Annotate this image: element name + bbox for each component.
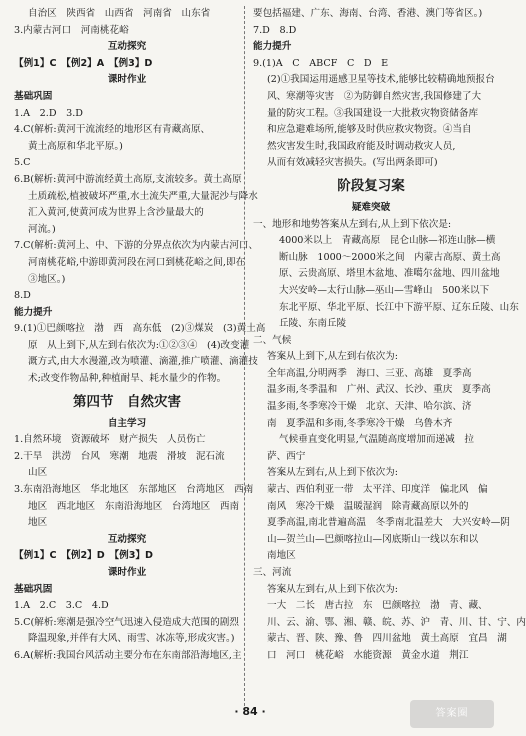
answer-line: 和应急避难场所,能够及时供应救灾物资。④当自 (267, 124, 472, 136)
answer-line: 地区 西北地区 东南沿海地区 台湾地区 西南 (28, 500, 240, 512)
answer-line: 全年高温,分明两季 海口、三亚、高雄 夏季高 (267, 367, 472, 379)
answer-line: 土质疏松,植被破坏严重,水土流失严重,大量泥沙与降水 (28, 190, 258, 202)
answer-line: 河南桃花峪,中游即黄河段在河口到桃花峪之间,即在 (28, 256, 246, 268)
answer-line: 量的防灾工程。③我国建设一大批救灾物资储备库 (267, 107, 479, 119)
answer-line: 降温现象,并伴有大风、雨雪、冰冻等,形成灾害。) (28, 633, 235, 645)
answer-line: 1.A 2.C 3.C 4.D (14, 600, 109, 612)
answer-line: 5.C (14, 157, 31, 169)
subheading-keshi: 课时作业 (107, 567, 147, 578)
subheading-jichu: 基础巩固 (14, 90, 53, 102)
answer-line: 3.东南沿海地区 华北地区 东部地区 台湾地区 西南 (14, 484, 254, 496)
answer-line: 4000米以上 青藏高原 昆仑山脉—祁连山脉—横 (279, 235, 496, 247)
watermark-logo: 答案圈 (410, 700, 494, 728)
answer-line: 4.C(解析:黄河干流流经的地形区有青藏高原、 (14, 124, 211, 136)
answer-line: 从而有效减轻灾害损失。(写出两条即可) (267, 157, 438, 169)
answer-line: 河流。) (28, 223, 56, 235)
answer-line: 6.B(解析:黄河中游流经黄土高原,支流较多。黄土高原 (14, 173, 242, 185)
section-title: 阶段复习案 (337, 177, 405, 194)
answer-line: 山—贺兰山—巴颜喀拉山—冈底斯山一线以东和以 (267, 533, 479, 545)
answer-line: 川、云、渝、鄂、湘、赣、皖、苏、沪 青、川、甘、宁、内 (267, 616, 526, 628)
answer-line: 风、寒潮等灾害 ②为防御自然灾害,我国修建了大 (267, 90, 482, 102)
answer-line: 一、地形和地势答案从左到右,从上到下依次是: (253, 218, 452, 230)
answer-line: 蒙古、晋、陕、豫、鲁 四川盆地 黄土高原 宜昌 湖 (267, 633, 507, 645)
answer-line: 断山脉 1000～2000米之间 内蒙古高原、黄土高 (279, 251, 501, 263)
answer-line: 东北平原、华北平原、长江中下游平原、辽东丘陵、山东 (279, 301, 519, 313)
answer-line: 地区 (28, 517, 48, 529)
page-number: · 84 · (234, 705, 266, 718)
answer-line: (2)①我国运用遥感卫星等技术,能够比较精确地预报台 (267, 74, 495, 86)
subheading-hudong: 互动探究 (107, 41, 147, 53)
answer-line: 要包括福建、广东、海南、台湾、香港、澳门等省区。) (253, 8, 483, 19)
answer-line: 原、云贵高原、塔里木盆地、准噶尔盆地、四川盆地 (279, 268, 500, 280)
answer-line: 术;改变作物品种,种植耐旱、耗水量少的作物。 (28, 373, 227, 385)
subheading-nengli: 能力提升 (253, 41, 292, 53)
answer-line: 萨、西宁 (267, 450, 306, 462)
answer-line: 1.A 2.D 3.D (14, 107, 83, 119)
answer-line: 口 河口 桃花峪 水能资源 黄金水道 荆江 (267, 649, 469, 661)
answer-line: 1.自然环境 资源破坏 财产损失 人员伤亡 (14, 434, 206, 446)
answer-line: 9.(1)①巴颜喀拉 渤 西 高东低 (2)③煤炭 (3)黄土高 (14, 323, 266, 335)
answer-line: 9.(1)A C ABCF C D E (253, 57, 389, 69)
subheading-keshi: 课时作业 (107, 74, 147, 86)
answer-line: 7.D 8.D (253, 24, 297, 36)
answer-line: ③地区。) (28, 273, 66, 285)
answer-line: 山区 (28, 467, 48, 479)
answer-line: 南地区 (267, 550, 296, 562)
answer-line: 8.D (14, 290, 31, 302)
answer-line: 蒙古、西伯利亚一带 太平洋、印度洋 偏北风 偏 (267, 484, 488, 496)
answer-line: 自治区 陕西省 山西省 河南省 山东省 (28, 8, 211, 19)
answer-line: 原 从上到下,从左到右依次为:①②③④ (4)改变灌 (28, 339, 250, 351)
subheading-jichu: 基础巩固 (14, 583, 53, 595)
example-answers: 【例1】C 【例2】A 【例3】D (14, 57, 153, 69)
answer-line: 汇入黄河,使黄河成为世界上含沙量最大的 (28, 207, 204, 219)
answer-line: 7.C(解析:黄河上、中、下游的分界点依次为内蒙古河口、 (14, 240, 259, 252)
answer-line: 6.A(解析:我国台风活动主要分布在东南部沿海地区,主 (14, 649, 242, 661)
answer-line: 三、河流 (253, 567, 292, 578)
right-column (253, 6, 526, 665)
answer-line: 答案从左到右,从上到下依次为: (267, 583, 399, 595)
subheading-yinan: 疑难突破 (351, 201, 391, 213)
answer-line: 温多雨,冬季寒冷干燥 北京、天津、哈尔滨、济 (267, 401, 472, 413)
left-column (14, 6, 266, 665)
answer-line: 大兴安岭—太行山脉—巫山—雪峰山 500米以下 (279, 284, 490, 296)
answer-line: 丘陵、东南丘陵 (279, 318, 347, 330)
subheading-hudong: 互动探究 (107, 533, 147, 545)
answer-line: 2.干旱 洪涝 台风 寒潮 地震 滑坡 泥石流 (14, 450, 225, 462)
subheading-nengli: 能力提升 (14, 306, 53, 318)
answer-line: 黄土高原和华北平原。) (28, 140, 123, 152)
answer-line: 答案从上到下,从左到右依次为: (267, 351, 399, 363)
subheading-zizhu: 自主学习 (107, 417, 147, 429)
answer-line: 温多雨,冬季温和 广州、武汉、长沙、重庆 夏季高 (267, 384, 491, 396)
answer-line: 然灾害发生时,我国政府能及时调动救灾人员, (267, 140, 456, 152)
answer-line: 南 夏季温和多雨,冬季寒冷干燥 乌鲁木齐 (267, 417, 453, 429)
answer-line: 南风 寒冷干燥 温暖湿润 除青藏高原以外的 (267, 500, 469, 512)
example-answers: 【例1】C 【例2】D 【例3】D (14, 550, 153, 562)
section-title: 第四节 自然灾害 (73, 393, 181, 410)
answer-line: 一大 二长 唐古拉 东 巴颜喀拉 渤 青、藏、 (267, 600, 488, 612)
answer-line: 3.内蒙古河口 河南桃花峪 (14, 24, 129, 36)
answer-line: 5.C(解析:寒潮是强冷空气迅速入侵造成大范围的剧烈 (14, 616, 239, 628)
answer-line: 答案从左到右,从上到下依次为: (267, 467, 399, 479)
answer-line: 气候垂直变化明显,气温随高度增加而递减 拉 (279, 434, 474, 446)
answer-line: 夏季高温,南北普遍高温 冬季南北温差大 大兴安岭—阴 (267, 517, 510, 529)
answer-line: 溉方式,由大水漫灌,改为喷灌、滴灌,推广喷灌、滴灌技 (28, 356, 258, 368)
answer-line: 二、气候 (253, 334, 292, 346)
